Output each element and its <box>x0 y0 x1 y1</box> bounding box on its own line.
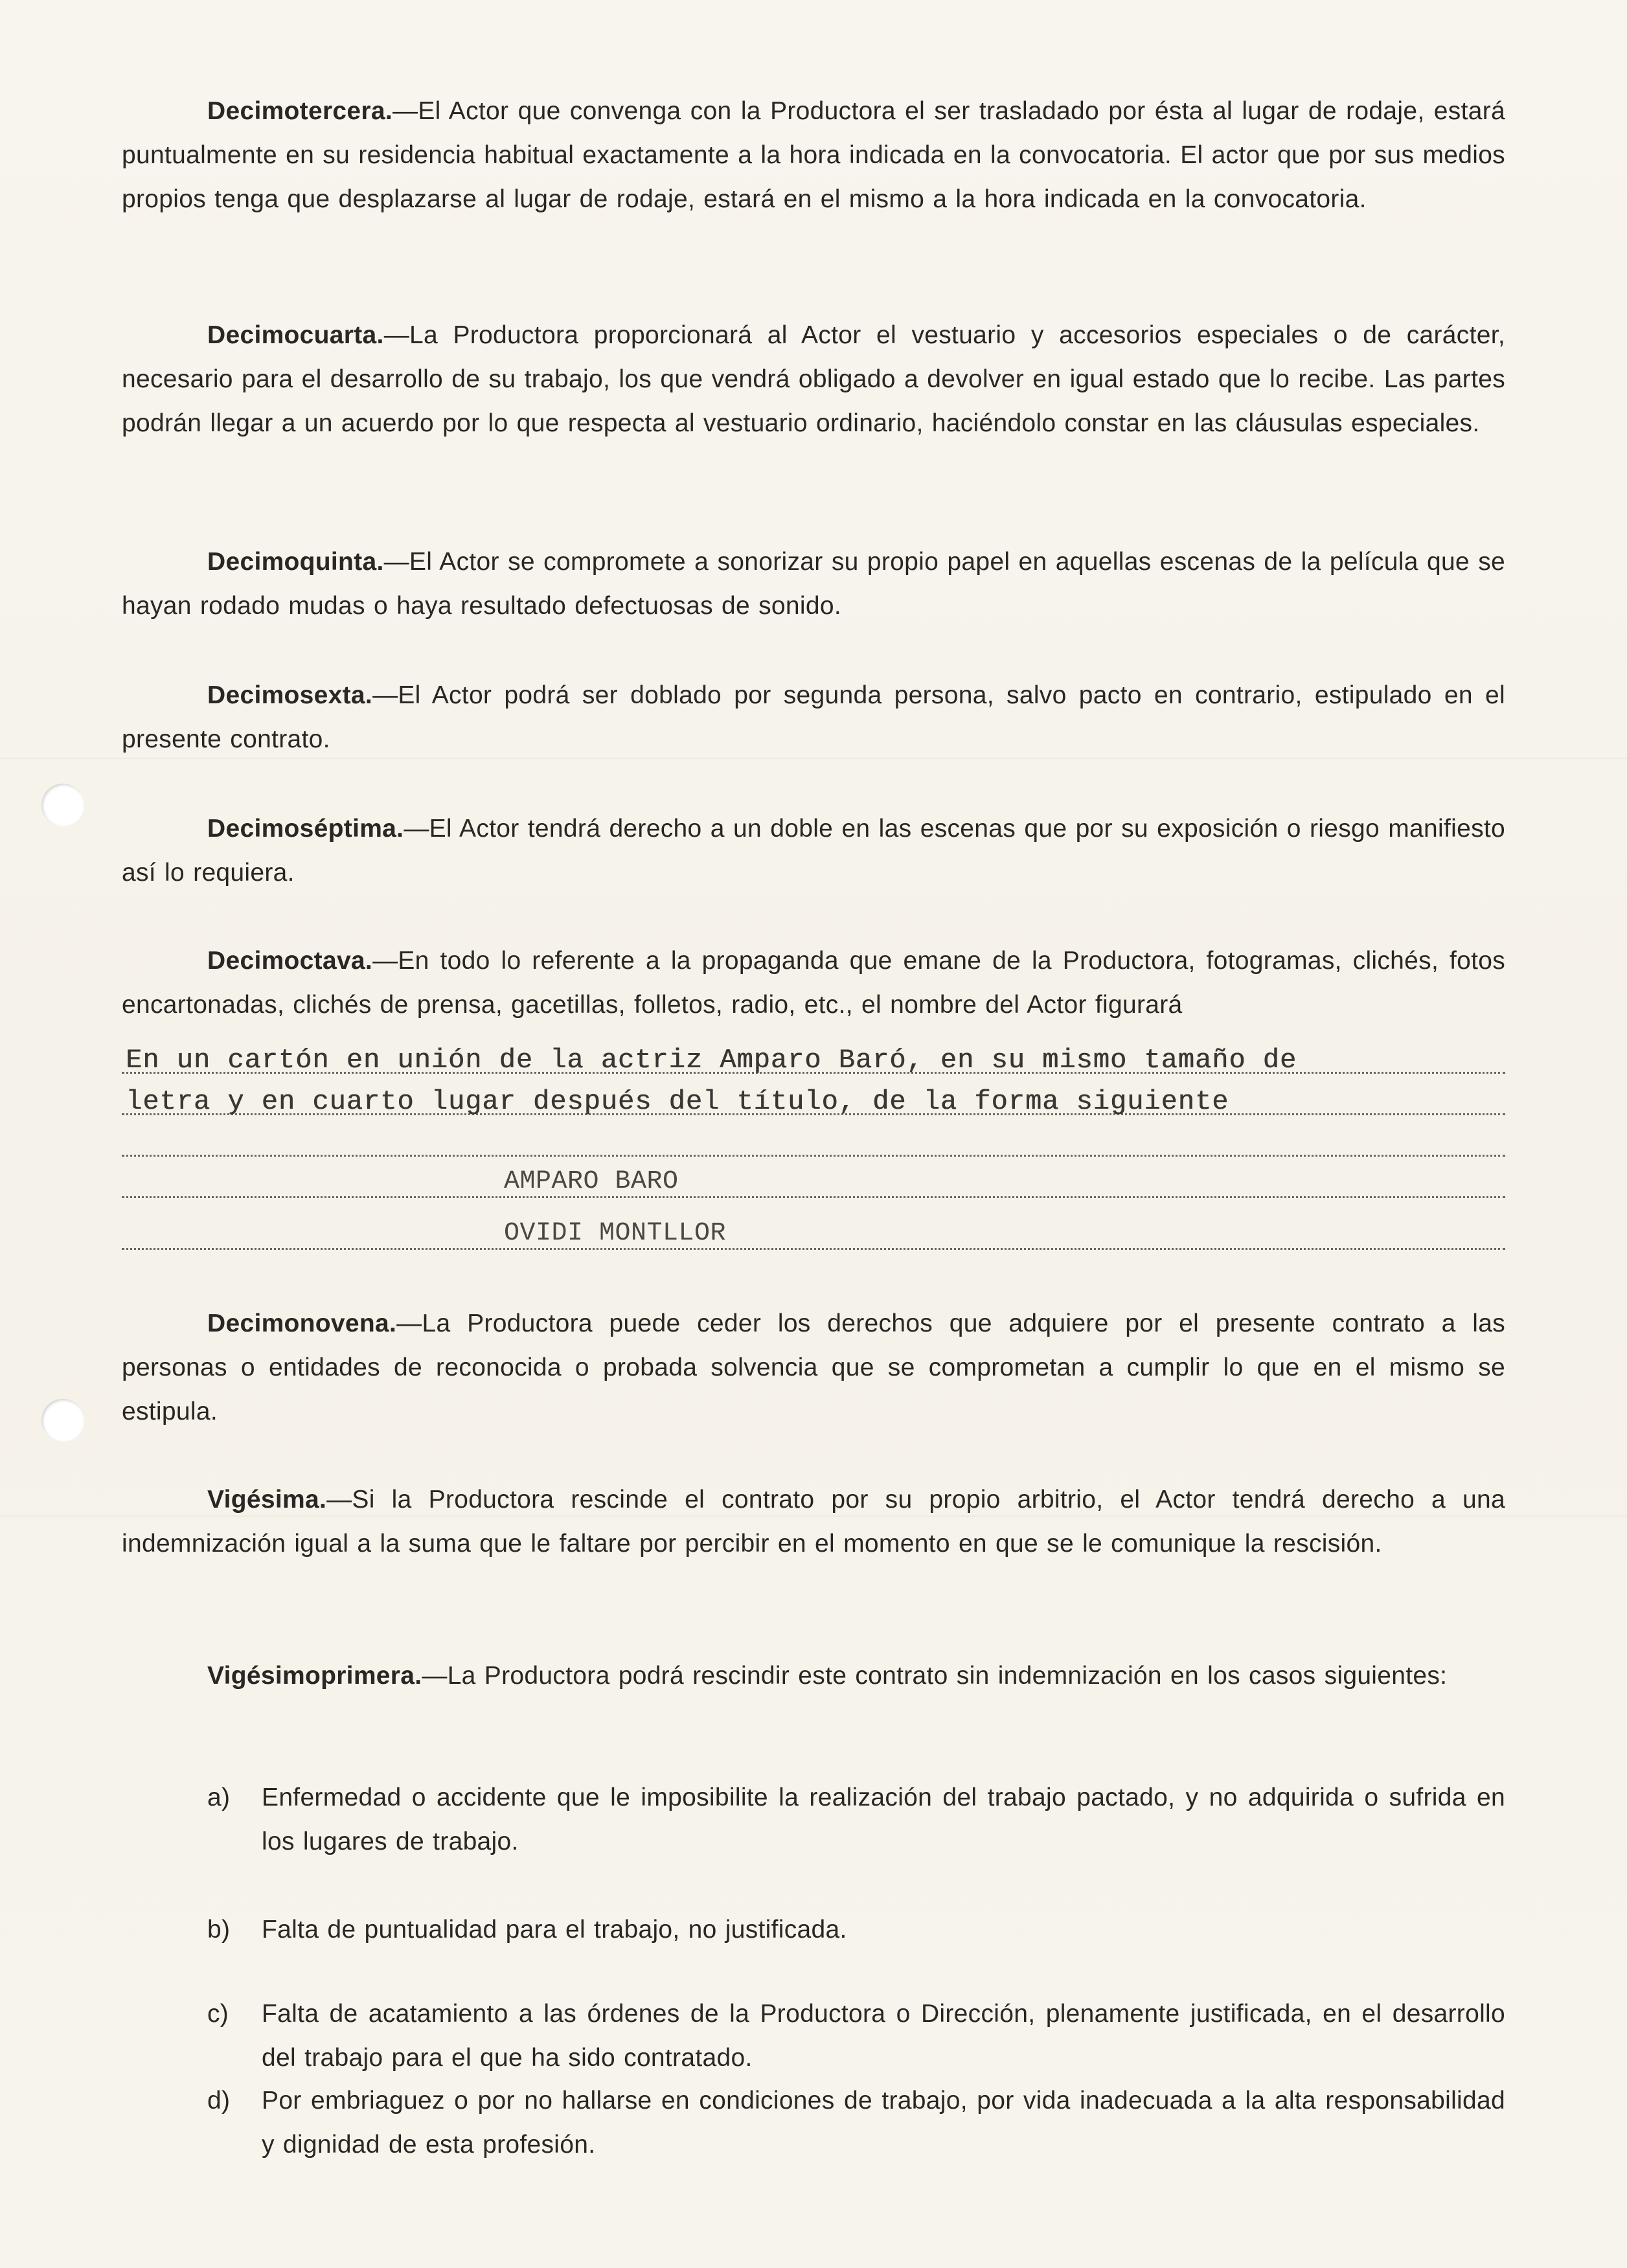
list-letter: b) <box>207 1916 231 1944</box>
clause-title: Decimoséptima. <box>207 815 404 843</box>
clause-decimotercera <box>122 89 1505 221</box>
clause-title: Vigésimoprimera. <box>207 1662 422 1690</box>
list-text: Por embriaguez o por no hallarse en condiciones de trabajo, por vida inadecuada a la alta responsabilidad y dignidad de esta profesión. <box>262 2087 1505 2159</box>
fill-line <box>122 1207 1505 1250</box>
clause-decimonovena <box>122 1302 1505 1434</box>
list-letter: c) <box>207 2000 229 2028</box>
credit-name: OVIDI MONTLLOR <box>504 1219 727 1248</box>
clause-text: —El Actor podrá ser doblado por segunda persona, salvo pacto en contrario, estipulado en el presente contrato. <box>122 681 1505 753</box>
clause-text: —El Actor tendrá derecho a un doble en las escenas que por su exposición o riesgo manifiesto así lo requiera. <box>122 815 1505 887</box>
fill-line <box>122 1114 1505 1157</box>
clause-text: —El Actor que convenga con la Productora el ser trasladado por ésta al lugar de rodaje, estará puntualmente en su residencia habitual exactamente a la hora indicada en la convocatoria. El actor que por sus medios propios tenga que desplazarse al lugar de rodaje, estará en el mismo a la hora indicada en la convocatoria. <box>122 97 1505 213</box>
clause-text: —La Productora proporcionará al Actor el vestuario y accesorios especiales o de carácter, necesario para el desarrollo de su trabajo, los que vendrá obligado a devolver en igual estado que lo recibe. Las partes podrán llegar a un acuerdo por lo que respecta al vestuario ordinario, haciéndolo constar en las cláusulas especiales. <box>122 321 1505 437</box>
list-letter: d) <box>207 2087 231 2115</box>
clause-title: Vigésima. <box>207 1486 327 1514</box>
clause-title: Decimosexta. <box>207 681 373 709</box>
clause-vigesima <box>122 1478 1505 1566</box>
clause-text: —La Productora puede ceder los derechos que adquiere por el presente contrato a las personas o entidades de reconocida o probada solvencia que se comprometan a cumplir lo que en el mismo se estipula. <box>122 1310 1505 1425</box>
clause-title: Decimocuarta. <box>207 321 384 349</box>
clause-title: Decimoctava. <box>207 947 373 975</box>
clause-decimocuarta <box>122 313 1505 446</box>
clause-title: Decimotercera. <box>207 97 393 125</box>
clause-vigesimoprimera <box>122 1654 1505 1698</box>
clause-text: —Si la Productora rescinde el contrato por su propio arbitrio, el Actor tendrá derecho a una indemnización igual a la suma que le faltare por percibir en el momento en que se le comunique la rescisión. <box>122 1486 1505 1558</box>
clause-text: —El Actor se compromete a sonorizar su propio papel en aquellas escenas de la película que se hayan rodado mudas o haya resultado defectuosas de sonido. <box>122 548 1505 620</box>
fill-line <box>122 1072 1505 1115</box>
clause-decimoctava <box>122 939 1505 1027</box>
fill-line <box>122 1155 1505 1198</box>
clause-decimosexta <box>122 674 1505 762</box>
list-text: Enfermedad o accidente que le imposibilite la realización del trabajo pactado, y no adquirida o sufrida en los lugares de trabajo. <box>262 1784 1505 1855</box>
clause-title: Decimoquinta. <box>207 548 384 576</box>
clause-text: —La Productora podrá rescindir este contrato sin indemnización en los casos siguientes: <box>422 1662 1448 1690</box>
list-letter: a) <box>207 1784 231 1811</box>
typed-fill-text: En un cartón en unión de la actriz Amparo Baró, en su mismo tamaño de <box>126 1045 1297 1076</box>
fill-line <box>122 1031 1505 1074</box>
credit-name: AMPARO BARO <box>504 1167 679 1196</box>
list-text: Falta de acatamiento a las órdenes de la Productora o Dirección, plenamente justificada, en el desarrollo del trabajo para el que ha sido contratado. <box>262 2000 1505 2072</box>
clause-title: Decimonovena. <box>207 1310 397 1337</box>
typed-fill-text: letra y en cuarto lugar después del título, de la forma siguiente <box>126 1086 1229 1117</box>
list-text: Falta de puntualidad para el trabajo, no justificada. <box>262 1916 847 1944</box>
clause-decimoquinta <box>122 540 1505 628</box>
punch-hole <box>41 784 84 826</box>
clause-decimoseptima <box>122 807 1505 895</box>
punch-hole <box>41 1399 84 1442</box>
clause-text: —En todo lo referente a la propaganda que emane de la Productora, fotogramas, clichés, fotos encartonadas, clichés de prensa, gacetillas, folletos, radio, etc., el nombre del Actor figurará <box>122 947 1505 1019</box>
